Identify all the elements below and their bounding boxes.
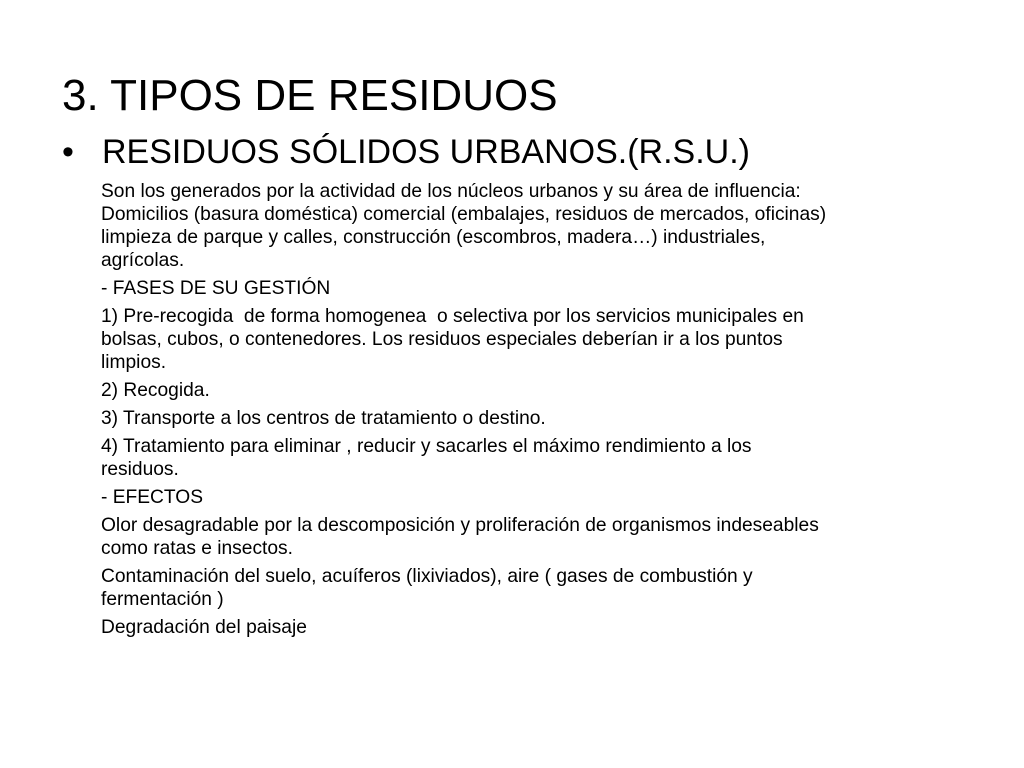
bullet-heading [62, 127, 750, 177]
paragraph-efecto-paisaje: Degradación del paisaje [101, 617, 307, 638]
paragraph-fase-4: 4) Tratamiento para eliminar , reducir y sacarles el máximo rendimiento a los residuos. [101, 436, 752, 480]
slide-title: 3. TIPOS DE RESIDUOS [62, 71, 558, 120]
paragraph-fases-heading: - FASES DE SU GESTIÓN [101, 278, 331, 299]
paragraph-definition: Son los generados por la actividad de los núcleos urbanos y su área de influencia: Domicilios (basura doméstica) comercial (embalajes, residuos de mercados, oficinas) limpieza de parque y calles, construcción (escombros, madera…) industriales, agrícolas. [101, 181, 827, 271]
paragraph-fase-2: 2) Recogida. [101, 380, 210, 401]
paragraph-efecto-olor: Olor desagradable por la descomposición y proliferación de organismos indeseables como ratas e insectos. [101, 515, 819, 559]
bullet-heading-text: RESIDUOS SÓLIDOS URBANOS.(R.S.U.) [102, 133, 750, 171]
bullet-dot-icon: • [62, 133, 74, 171]
paragraph-efecto-contaminacion: Contaminación del suelo, acuíferos (lixiviados), aire ( gases de combustión y fermentación ) [101, 566, 753, 610]
slide-body [101, 180, 1001, 644]
paragraph-efectos-heading: - EFECTOS [101, 487, 203, 508]
paragraph-fase-1: 1) Pre-recogida de forma homogenea o selectiva por los servicios municipales en bolsas, cubos, o contenedores. Los residuos especiales deberían ir a los puntos limpios. [101, 306, 804, 373]
paragraph-fase-3: 3) Transporte a los centros de tratamiento o destino. [101, 408, 546, 429]
